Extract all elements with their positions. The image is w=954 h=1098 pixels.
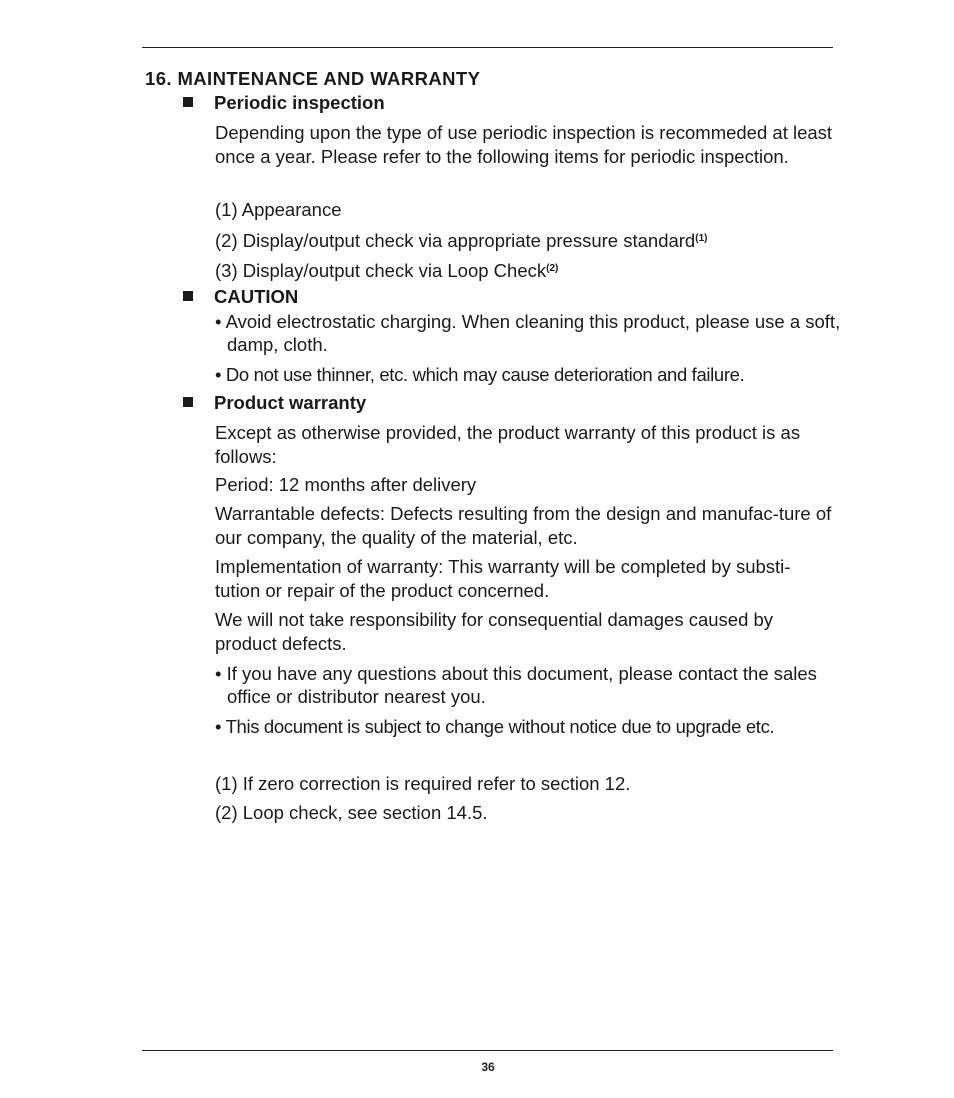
caution-heading bbox=[183, 286, 298, 308]
footer-rule bbox=[142, 1050, 833, 1051]
square-bullet-icon bbox=[183, 97, 193, 107]
warranty-intro: Except as otherwise provided, the product warranty of this product is as follows: bbox=[215, 422, 801, 467]
periodic-item-loop-check-text: (3) Display/output check via Loop Check bbox=[215, 260, 547, 281]
page-number: 36 bbox=[481, 1060, 495, 1074]
periodic-item-appearance: (1) Appearance bbox=[215, 199, 342, 220]
footnote-ref-2: (2) bbox=[546, 263, 559, 274]
periodic-item-pressure-check bbox=[215, 227, 835, 253]
periodic-intro: Depending upon the type of use periodic inspection is recommeded at least once a year. Please refer to the following items for periodic inspection. bbox=[215, 122, 833, 167]
footnote-2: (2) Loop check, see section 14.5. bbox=[215, 802, 488, 823]
header-rule bbox=[142, 47, 833, 48]
warranty-implementation: Implementation of warranty: This warranty will be completed by substi-tution or repair of the product concerned. bbox=[215, 556, 791, 601]
periodic-item-pressure-check-text: (2) Display/output check via appropriate pressure standard bbox=[215, 230, 696, 251]
square-bullet-icon bbox=[183, 397, 193, 407]
warranty-bullet-questions: • If you have any questions about this document, please contact the sales office or distributor nearest you. bbox=[215, 663, 817, 707]
square-bullet-icon bbox=[183, 291, 193, 301]
warranty-responsibility: We will not take responsibility for consequential damages caused by product defects. bbox=[215, 609, 774, 654]
product-warranty-heading bbox=[183, 392, 366, 414]
caution-title: CAUTION bbox=[214, 286, 299, 307]
footnote-ref-1: (1) bbox=[695, 233, 708, 244]
warranty-defects: Warrantable defects: Defects resulting from the design and manufac-ture of our company, the quality of the material, etc. bbox=[215, 503, 832, 548]
footnote-1: (1) If zero correction is required refer to section 12. bbox=[215, 773, 631, 794]
section-title: 16. MAINTENANCE AND WARRANTY bbox=[145, 68, 481, 89]
periodic-inspection-heading bbox=[183, 92, 385, 114]
periodic-inspection-title: Periodic inspection bbox=[214, 92, 385, 113]
caution-bullet-electrostatic: • Avoid electrostatic charging. When cleaning this product, please use a soft, damp, cloth. bbox=[215, 311, 841, 355]
warranty-period: Period: 12 months after delivery bbox=[215, 474, 477, 495]
periodic-item-loop-check bbox=[215, 257, 835, 283]
product-warranty-title: Product warranty bbox=[214, 392, 367, 413]
caution-bullet-thinner: • Do not use thinner, etc. which may cause deterioration and failure. bbox=[215, 364, 745, 385]
warranty-bullet-subject-to-change: • This document is subject to change without notice due to upgrade etc. bbox=[215, 716, 775, 737]
